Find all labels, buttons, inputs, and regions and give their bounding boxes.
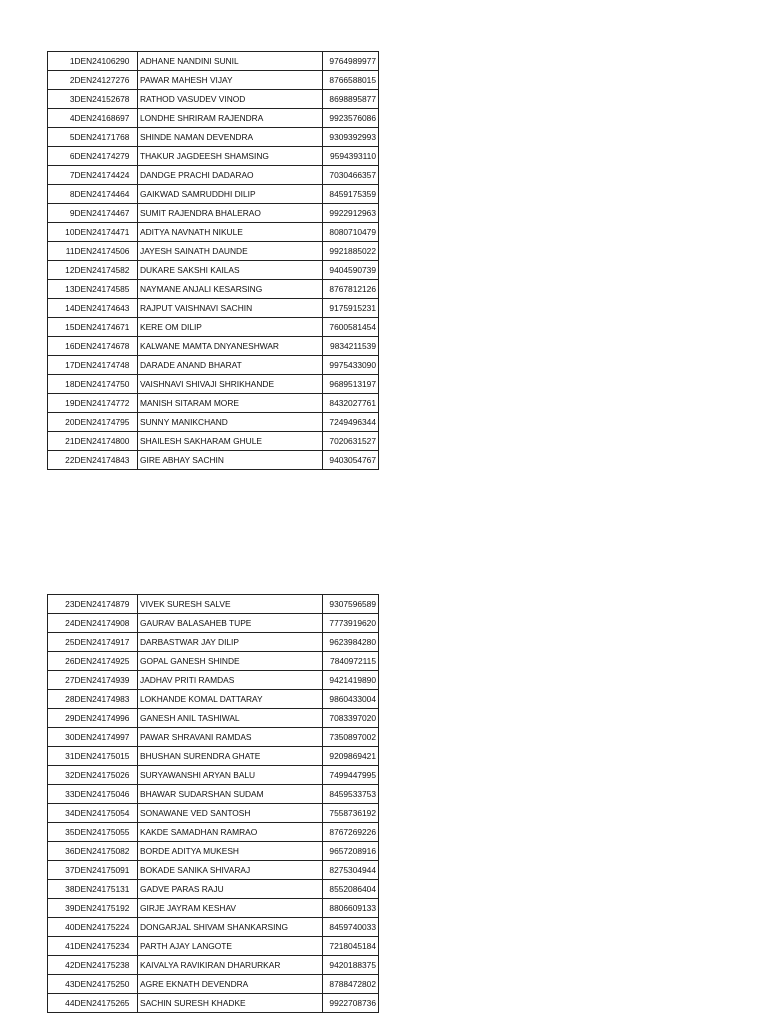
serial-number-cell: 28 (48, 690, 75, 709)
serial-number-cell: 27 (48, 671, 75, 690)
phone-number-cell: 8788472802 (323, 975, 379, 994)
student-name-cell: PAWAR MAHESH VIJAY (138, 71, 323, 90)
table-row (48, 432, 379, 451)
student-name-cell: SHAILESH SAKHARAM GHULE (138, 432, 323, 451)
registration-id-cell: DEN24174917 (75, 633, 138, 652)
registration-id-cell: DEN24174843 (75, 451, 138, 470)
serial-number-cell: 33 (48, 785, 75, 804)
phone-number-cell: 9404590739 (323, 261, 379, 280)
student-name-cell: JADHAV PRITI RAMDAS (138, 671, 323, 690)
serial-number-cell: 42 (48, 956, 75, 975)
student-name-cell: SHINDE NAMAN DEVENDRA (138, 128, 323, 147)
table-row (48, 652, 379, 671)
table-row (48, 690, 379, 709)
serial-number-cell: 41 (48, 937, 75, 956)
table-row (48, 451, 379, 470)
phone-number-cell: 9421419890 (323, 671, 379, 690)
registration-id-cell: DEN24174983 (75, 690, 138, 709)
serial-number-cell: 1 (48, 52, 75, 71)
phone-number-cell: 9860433004 (323, 690, 379, 709)
table-row (48, 994, 379, 1013)
table-row (48, 709, 379, 728)
student-name-cell: VIVEK SURESH SALVE (138, 595, 323, 614)
serial-number-cell: 6 (48, 147, 75, 166)
student-name-cell: ADITYA NAVNATH NIKULE (138, 223, 323, 242)
registration-id-cell: DEN24174996 (75, 709, 138, 728)
student-name-cell: BHUSHAN SURENDRA GHATE (138, 747, 323, 766)
registration-id-cell: DEN24175026 (75, 766, 138, 785)
serial-number-cell: 13 (48, 280, 75, 299)
serial-number-cell: 23 (48, 595, 75, 614)
registration-id-cell: DEN24174795 (75, 413, 138, 432)
phone-number-cell: 9307596589 (323, 595, 379, 614)
student-name-cell: DARBASTWAR JAY DILIP (138, 633, 323, 652)
phone-number-cell: 9594393110 (323, 147, 379, 166)
serial-number-cell: 39 (48, 899, 75, 918)
serial-number-cell: 17 (48, 356, 75, 375)
registration-id-cell: DEN24106290 (75, 52, 138, 71)
serial-number-cell: 9 (48, 204, 75, 223)
phone-number-cell: 7600581454 (323, 318, 379, 337)
registration-id-cell: DEN24175091 (75, 861, 138, 880)
serial-number-cell: 24 (48, 614, 75, 633)
serial-number-cell: 2 (48, 71, 75, 90)
table-row (48, 595, 379, 614)
registration-id-cell: DEN24174800 (75, 432, 138, 451)
phone-number-cell: 8806609133 (323, 899, 379, 918)
serial-number-cell: 7 (48, 166, 75, 185)
serial-number-cell: 36 (48, 842, 75, 861)
phone-number-cell: 8275304944 (323, 861, 379, 880)
registration-id-cell: DEN24174678 (75, 337, 138, 356)
registration-id-cell: DEN24174748 (75, 356, 138, 375)
phone-number-cell: 9975433090 (323, 356, 379, 375)
registration-id-cell: DEN24174582 (75, 261, 138, 280)
student-name-cell: BOKADE SANIKA SHIVARAJ (138, 861, 323, 880)
serial-number-cell: 40 (48, 918, 75, 937)
registration-id-cell: DEN24174772 (75, 394, 138, 413)
registration-id-cell: DEN24174750 (75, 375, 138, 394)
phone-number-cell: 9764989977 (323, 52, 379, 71)
registration-id-cell: DEN24175131 (75, 880, 138, 899)
table-row (48, 785, 379, 804)
phone-number-cell: 8459175359 (323, 185, 379, 204)
registration-id-cell: DEN24174643 (75, 299, 138, 318)
table-row (48, 261, 379, 280)
registration-id-cell: DEN24175192 (75, 899, 138, 918)
serial-number-cell: 43 (48, 975, 75, 994)
registration-id-cell: DEN24175234 (75, 937, 138, 956)
student-name-cell: KAKDE SAMADHAN RAMRAO (138, 823, 323, 842)
registration-id-cell: DEN24175265 (75, 994, 138, 1013)
phone-number-cell: 9921885022 (323, 242, 379, 261)
student-name-cell: DUKARE SAKSHI KAILAS (138, 261, 323, 280)
student-name-cell: BORDE ADITYA MUKESH (138, 842, 323, 861)
serial-number-cell: 38 (48, 880, 75, 899)
table-row (48, 766, 379, 785)
registration-id-cell: DEN24174464 (75, 185, 138, 204)
serial-number-cell: 10 (48, 223, 75, 242)
phone-number-cell: 8767269226 (323, 823, 379, 842)
registration-id-cell: DEN24174671 (75, 318, 138, 337)
registration-id-cell: DEN24175250 (75, 975, 138, 994)
student-name-cell: SONAWANE VED SANTOSH (138, 804, 323, 823)
student-name-cell: KALWANE MAMTA DNYANESHWAR (138, 337, 323, 356)
table-row (48, 937, 379, 956)
student-name-cell: RATHOD VASUDEV VINOD (138, 90, 323, 109)
serial-number-cell: 8 (48, 185, 75, 204)
serial-number-cell: 21 (48, 432, 75, 451)
registration-id-cell: DEN24175238 (75, 956, 138, 975)
phone-number-cell: 7030466357 (323, 166, 379, 185)
student-name-cell: GANESH ANIL TASHIWAL (138, 709, 323, 728)
table-row (48, 956, 379, 975)
registration-id-cell: DEN24175054 (75, 804, 138, 823)
serial-number-cell: 4 (48, 109, 75, 128)
table-row (48, 899, 379, 918)
student-name-cell: AGRE EKNATH DEVENDRA (138, 975, 323, 994)
registration-id-cell: DEN24171768 (75, 128, 138, 147)
table-row (48, 166, 379, 185)
phone-number-cell: 8698895877 (323, 90, 379, 109)
phone-number-cell: 8459533753 (323, 785, 379, 804)
table-row (48, 90, 379, 109)
student-name-cell: DARADE ANAND BHARAT (138, 356, 323, 375)
student-table-2 (47, 594, 379, 1013)
registration-id-cell: DEN24175046 (75, 785, 138, 804)
registration-id-cell: DEN24174997 (75, 728, 138, 747)
student-table-1 (47, 51, 379, 470)
student-name-cell: PAWAR SHRAVANI RAMDAS (138, 728, 323, 747)
table-row (48, 375, 379, 394)
serial-number-cell: 22 (48, 451, 75, 470)
phone-number-cell: 8552086404 (323, 880, 379, 899)
student-name-cell: SURYAWANSHI ARYAN BALU (138, 766, 323, 785)
serial-number-cell: 25 (48, 633, 75, 652)
table-row (48, 299, 379, 318)
student-name-cell: LONDHE SHRIRAM RAJENDRA (138, 109, 323, 128)
student-name-cell: BHAWAR SUDARSHAN SUDAM (138, 785, 323, 804)
registration-id-cell: DEN24175082 (75, 842, 138, 861)
student-name-cell: THAKUR JAGDEESH SHAMSING (138, 147, 323, 166)
registration-id-cell: DEN24174506 (75, 242, 138, 261)
table-row (48, 918, 379, 937)
table-row (48, 52, 379, 71)
phone-number-cell: 9923576086 (323, 109, 379, 128)
phone-number-cell: 8459740033 (323, 918, 379, 937)
serial-number-cell: 29 (48, 709, 75, 728)
registration-id-cell: DEN24174585 (75, 280, 138, 299)
student-name-cell: KERE OM DILIP (138, 318, 323, 337)
table-row (48, 728, 379, 747)
table-row (48, 633, 379, 652)
table-row (48, 861, 379, 880)
serial-number-cell: 3 (48, 90, 75, 109)
serial-number-cell: 5 (48, 128, 75, 147)
registration-id-cell: DEN24174279 (75, 147, 138, 166)
phone-number-cell: 9834211539 (323, 337, 379, 356)
table-row (48, 356, 379, 375)
phone-number-cell: 8432027761 (323, 394, 379, 413)
phone-number-cell: 9309392993 (323, 128, 379, 147)
table-row (48, 185, 379, 204)
phone-number-cell: 9175915231 (323, 299, 379, 318)
student-name-cell: ADHANE NANDINI SUNIL (138, 52, 323, 71)
table-row (48, 318, 379, 337)
phone-number-cell: 9623984280 (323, 633, 379, 652)
registration-id-cell: DEN24174467 (75, 204, 138, 223)
serial-number-cell: 12 (48, 261, 75, 280)
phone-number-cell: 9420188375 (323, 956, 379, 975)
student-name-cell: MANISH SITARAM MORE (138, 394, 323, 413)
student-name-cell: GADVE PARAS RAJU (138, 880, 323, 899)
student-name-cell: NAYMANE ANJALI KESARSING (138, 280, 323, 299)
table-row (48, 975, 379, 994)
phone-number-cell: 7773919620 (323, 614, 379, 633)
phone-number-cell: 7499447995 (323, 766, 379, 785)
table-row (48, 842, 379, 861)
phone-number-cell: 7350897002 (323, 728, 379, 747)
phone-number-cell: 9209869421 (323, 747, 379, 766)
phone-number-cell: 8767812126 (323, 280, 379, 299)
table-row (48, 280, 379, 299)
table-row (48, 204, 379, 223)
student-name-cell: GIRJE JAYRAM KESHAV (138, 899, 323, 918)
phone-number-cell: 9922912963 (323, 204, 379, 223)
table-row (48, 128, 379, 147)
table-row (48, 671, 379, 690)
student-name-cell: GOPAL GANESH SHINDE (138, 652, 323, 671)
serial-number-cell: 18 (48, 375, 75, 394)
phone-number-cell: 9403054767 (323, 451, 379, 470)
registration-id-cell: DEN24174471 (75, 223, 138, 242)
phone-number-cell: 9689513197 (323, 375, 379, 394)
student-name-cell: SACHIN SURESH KHADKE (138, 994, 323, 1013)
serial-number-cell: 35 (48, 823, 75, 842)
table-row (48, 147, 379, 166)
registration-id-cell: DEN24174925 (75, 652, 138, 671)
student-name-cell: DANDGE PRACHI DADARAO (138, 166, 323, 185)
serial-number-cell: 44 (48, 994, 75, 1013)
table-row (48, 337, 379, 356)
table-row (48, 413, 379, 432)
serial-number-cell: 16 (48, 337, 75, 356)
serial-number-cell: 37 (48, 861, 75, 880)
registration-id-cell: DEN24152678 (75, 90, 138, 109)
phone-number-cell: 9657208916 (323, 842, 379, 861)
registration-id-cell: DEN24175055 (75, 823, 138, 842)
phone-number-cell: 7083397020 (323, 709, 379, 728)
serial-number-cell: 34 (48, 804, 75, 823)
table-row (48, 747, 379, 766)
table-row (48, 242, 379, 261)
serial-number-cell: 32 (48, 766, 75, 785)
serial-number-cell: 15 (48, 318, 75, 337)
registration-id-cell: DEN24174939 (75, 671, 138, 690)
registration-id-cell: DEN24174908 (75, 614, 138, 633)
table-row (48, 880, 379, 899)
phone-number-cell: 7840972115 (323, 652, 379, 671)
table-row (48, 614, 379, 633)
serial-number-cell: 11 (48, 242, 75, 261)
table-row (48, 394, 379, 413)
phone-number-cell: 8080710479 (323, 223, 379, 242)
serial-number-cell: 31 (48, 747, 75, 766)
table-row (48, 223, 379, 242)
student-name-cell: KAIVALYA RAVIKIRAN DHARURKAR (138, 956, 323, 975)
student-name-cell: VAISHNAVI SHIVAJI SHRIKHANDE (138, 375, 323, 394)
phone-number-cell: 7249496344 (323, 413, 379, 432)
phone-number-cell: 7020631527 (323, 432, 379, 451)
student-name-cell: PARTH AJAY LANGOTE (138, 937, 323, 956)
student-name-cell: SUNNY MANIKCHAND (138, 413, 323, 432)
registration-id-cell: DEN24127276 (75, 71, 138, 90)
phone-number-cell: 7218045184 (323, 937, 379, 956)
table-row (48, 71, 379, 90)
phone-number-cell: 7558736192 (323, 804, 379, 823)
phone-number-cell: 8766588015 (323, 71, 379, 90)
registration-id-cell: DEN24175224 (75, 918, 138, 937)
serial-number-cell: 14 (48, 299, 75, 318)
phone-number-cell: 9922708736 (323, 994, 379, 1013)
student-name-cell: DONGARJAL SHIVAM SHANKARSING (138, 918, 323, 937)
table-row (48, 823, 379, 842)
table-row (48, 804, 379, 823)
serial-number-cell: 19 (48, 394, 75, 413)
student-name-cell: GAURAV BALASAHEB TUPE (138, 614, 323, 633)
student-name-cell: RAJPUT VAISHNAVI SACHIN (138, 299, 323, 318)
student-name-cell: LOKHANDE KOMAL DATTARAY (138, 690, 323, 709)
registration-id-cell: DEN24174879 (75, 595, 138, 614)
registration-id-cell: DEN24174424 (75, 166, 138, 185)
serial-number-cell: 30 (48, 728, 75, 747)
serial-number-cell: 26 (48, 652, 75, 671)
registration-id-cell: DEN24175015 (75, 747, 138, 766)
table-row (48, 109, 379, 128)
registration-id-cell: DEN24168697 (75, 109, 138, 128)
student-name-cell: SUMIT RAJENDRA BHALERAO (138, 204, 323, 223)
serial-number-cell: 20 (48, 413, 75, 432)
student-name-cell: GAIKWAD SAMRUDDHI DILIP (138, 185, 323, 204)
student-name-cell: JAYESH SAINATH DAUNDE (138, 242, 323, 261)
student-name-cell: GIRE ABHAY SACHIN (138, 451, 323, 470)
